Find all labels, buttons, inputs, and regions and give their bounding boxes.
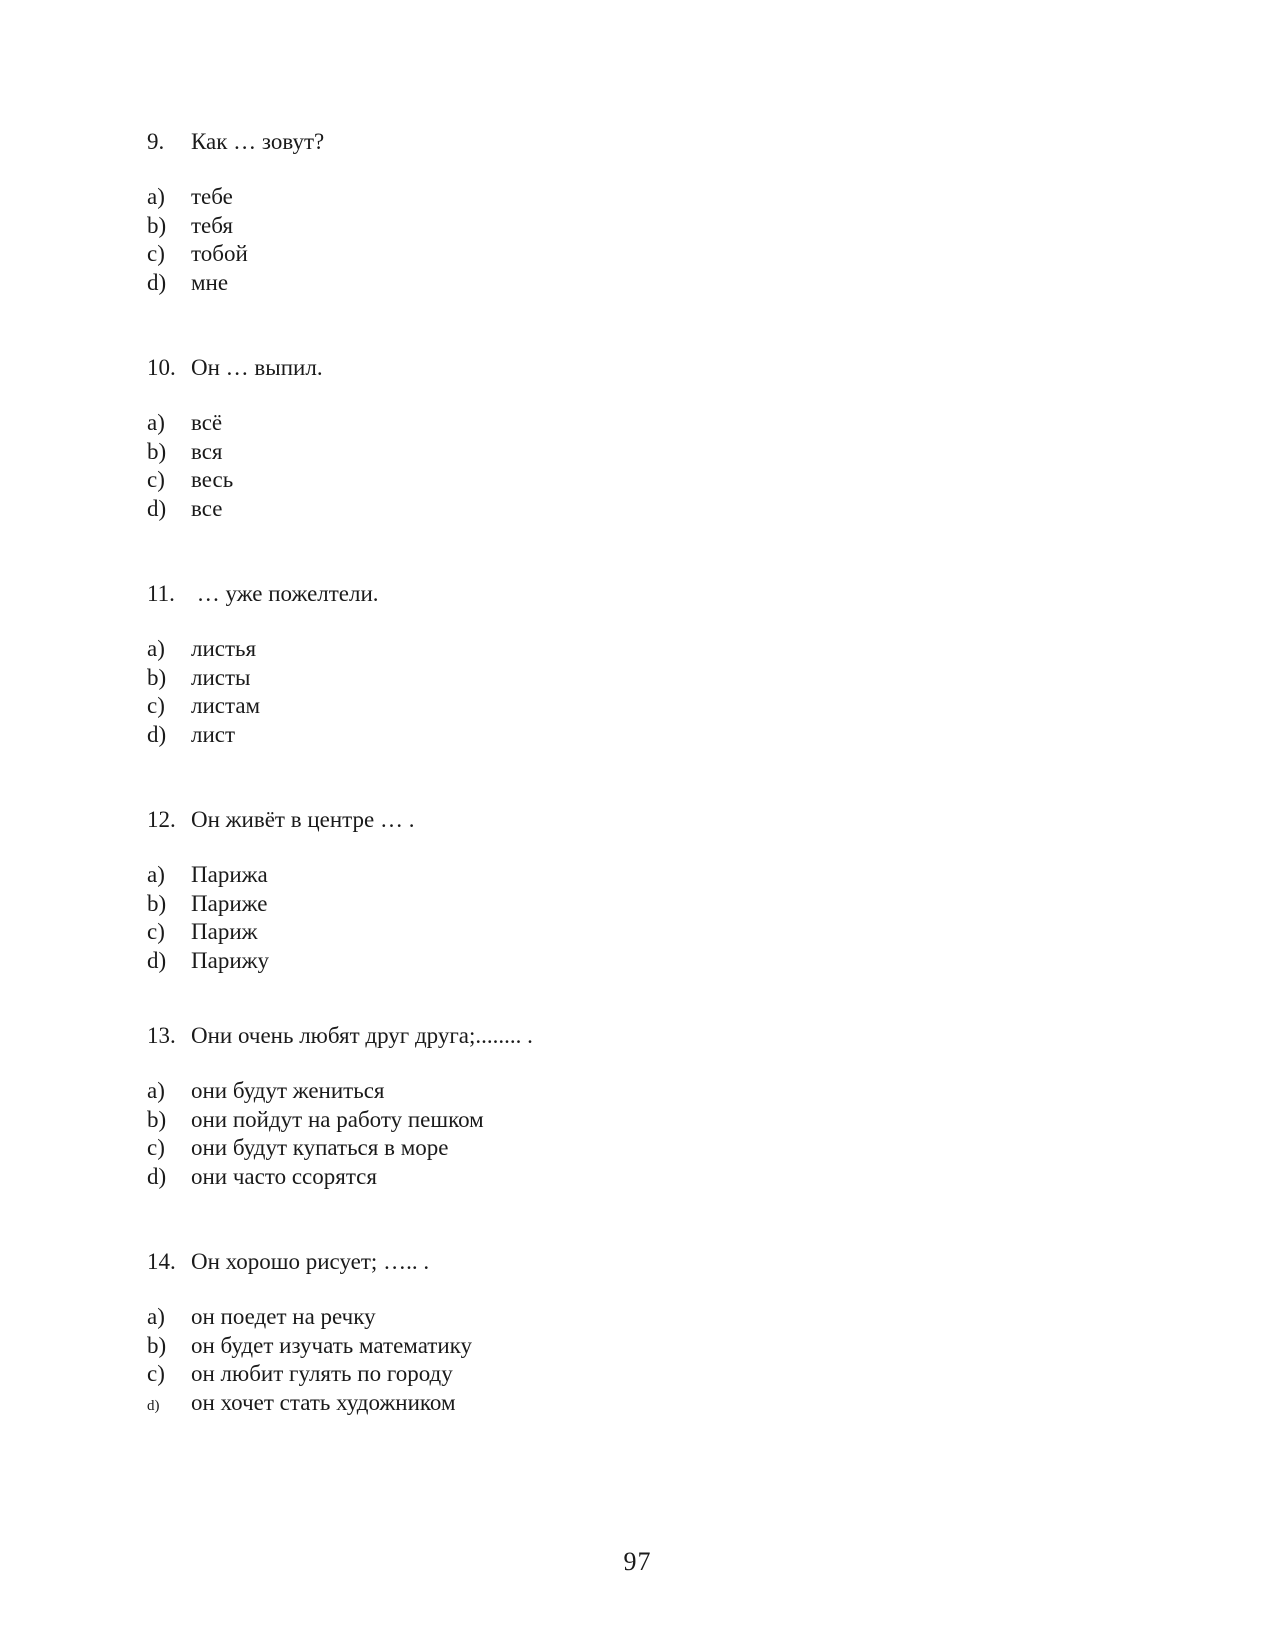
option-text: весь bbox=[191, 467, 234, 492]
option-text: листам bbox=[191, 693, 261, 718]
answer-option bbox=[147, 890, 414, 919]
question-12 bbox=[147, 806, 414, 975]
option-text: тобой bbox=[191, 241, 248, 266]
option-label: c) bbox=[147, 467, 165, 492]
option-label: c) bbox=[147, 1135, 165, 1160]
question-line bbox=[147, 1022, 533, 1050]
option-label: b) bbox=[147, 212, 167, 238]
question-10 bbox=[147, 354, 323, 523]
option-text: он любит гулять по городу bbox=[191, 1361, 453, 1386]
question-text: Он живёт в центре … . bbox=[191, 807, 415, 832]
option-label: a) bbox=[147, 184, 165, 209]
option-text: он хочет стать художником bbox=[191, 1389, 456, 1415]
option-label: b) bbox=[147, 1106, 167, 1132]
answer-option bbox=[147, 1360, 472, 1389]
question-line bbox=[147, 806, 414, 834]
option-label: d) bbox=[147, 721, 167, 747]
option-text: Парижу bbox=[191, 947, 270, 973]
option-text: тебе bbox=[191, 184, 233, 209]
answer-options bbox=[147, 183, 324, 297]
answer-options bbox=[147, 409, 323, 523]
question-text: … уже пожелтели. bbox=[191, 581, 379, 606]
question-number: 14. bbox=[147, 1249, 176, 1274]
answer-options bbox=[147, 635, 379, 749]
question-11 bbox=[147, 580, 379, 749]
option-label: b) bbox=[147, 890, 167, 916]
option-text: мне bbox=[191, 269, 229, 295]
answer-option bbox=[147, 918, 414, 947]
option-text: Парижа bbox=[191, 862, 268, 887]
answer-option bbox=[147, 1106, 533, 1135]
question-14 bbox=[147, 1248, 472, 1417]
option-label: a) bbox=[147, 636, 165, 661]
option-label: a) bbox=[147, 1078, 165, 1103]
option-label: d) bbox=[147, 269, 167, 295]
option-label: c) bbox=[147, 1361, 165, 1386]
option-text: листья bbox=[191, 636, 257, 661]
answer-option bbox=[147, 664, 379, 693]
answer-option bbox=[147, 240, 324, 269]
option-label: c) bbox=[147, 919, 165, 944]
option-label: c) bbox=[147, 693, 165, 718]
question-number: 13. bbox=[147, 1023, 176, 1048]
question-text: Как … зовут? bbox=[191, 129, 325, 154]
option-label: b) bbox=[147, 1332, 167, 1358]
option-text: Париже bbox=[191, 890, 268, 916]
question-9 bbox=[147, 128, 324, 297]
answer-option bbox=[147, 438, 323, 467]
option-text: они будут купаться в море bbox=[191, 1135, 449, 1160]
option-text: тебя bbox=[191, 212, 233, 238]
question-text: Он хорошо рисует; ….. . bbox=[191, 1249, 430, 1274]
question-number: 9. bbox=[147, 129, 165, 154]
option-text: они часто ссорятся bbox=[191, 1163, 377, 1189]
option-text: Париж bbox=[191, 919, 258, 944]
option-text: все bbox=[191, 495, 223, 521]
question-line bbox=[147, 580, 379, 608]
option-label: a) bbox=[147, 862, 165, 887]
option-text: они будут жениться bbox=[191, 1078, 385, 1103]
option-text: листы bbox=[191, 664, 251, 690]
answer-option bbox=[147, 466, 323, 495]
option-text: они пойдут на работу пешком bbox=[191, 1106, 484, 1132]
answer-option bbox=[147, 1134, 533, 1163]
question-number: 12. bbox=[147, 807, 176, 832]
answer-option bbox=[147, 409, 323, 438]
option-label: a) bbox=[147, 1304, 165, 1329]
answer-option bbox=[147, 212, 324, 241]
answer-option bbox=[147, 947, 414, 976]
question-line bbox=[147, 128, 324, 156]
answer-option bbox=[147, 1077, 533, 1106]
option-label: d) bbox=[147, 1397, 160, 1414]
answer-options bbox=[147, 861, 414, 975]
option-text: он поедет на речку bbox=[191, 1304, 376, 1329]
answer-option bbox=[147, 635, 379, 664]
option-label: b) bbox=[147, 438, 167, 464]
answer-option bbox=[147, 1332, 472, 1361]
answer-option bbox=[147, 1389, 472, 1418]
option-label: d) bbox=[147, 495, 167, 521]
answer-option bbox=[147, 861, 414, 890]
question-13 bbox=[147, 1022, 533, 1191]
answer-option bbox=[147, 692, 379, 721]
option-label: d) bbox=[147, 1163, 167, 1189]
option-label: d) bbox=[147, 947, 167, 973]
question-number: 10. bbox=[147, 355, 176, 380]
question-number: 11. bbox=[147, 581, 175, 606]
answer-option bbox=[147, 721, 379, 750]
option-text: лист bbox=[191, 721, 236, 747]
answer-option bbox=[147, 1163, 533, 1192]
question-line bbox=[147, 1248, 472, 1276]
option-text: всё bbox=[191, 410, 223, 435]
answer-option bbox=[147, 1303, 472, 1332]
answer-options bbox=[147, 1077, 533, 1191]
option-label: c) bbox=[147, 241, 165, 266]
option-label: a) bbox=[147, 410, 165, 435]
option-text: он будет изучать математику bbox=[191, 1332, 473, 1358]
answer-option bbox=[147, 495, 323, 524]
answer-option bbox=[147, 269, 324, 298]
option-label: b) bbox=[147, 664, 167, 690]
option-text: вся bbox=[191, 438, 223, 464]
question-line bbox=[147, 354, 323, 382]
question-text: Он … выпил. bbox=[191, 355, 323, 380]
page-number: 97 bbox=[623, 1547, 652, 1576]
answer-options bbox=[147, 1303, 472, 1417]
question-text: Они очень любят друг друга;........ . bbox=[191, 1023, 533, 1048]
answer-option bbox=[147, 183, 324, 212]
